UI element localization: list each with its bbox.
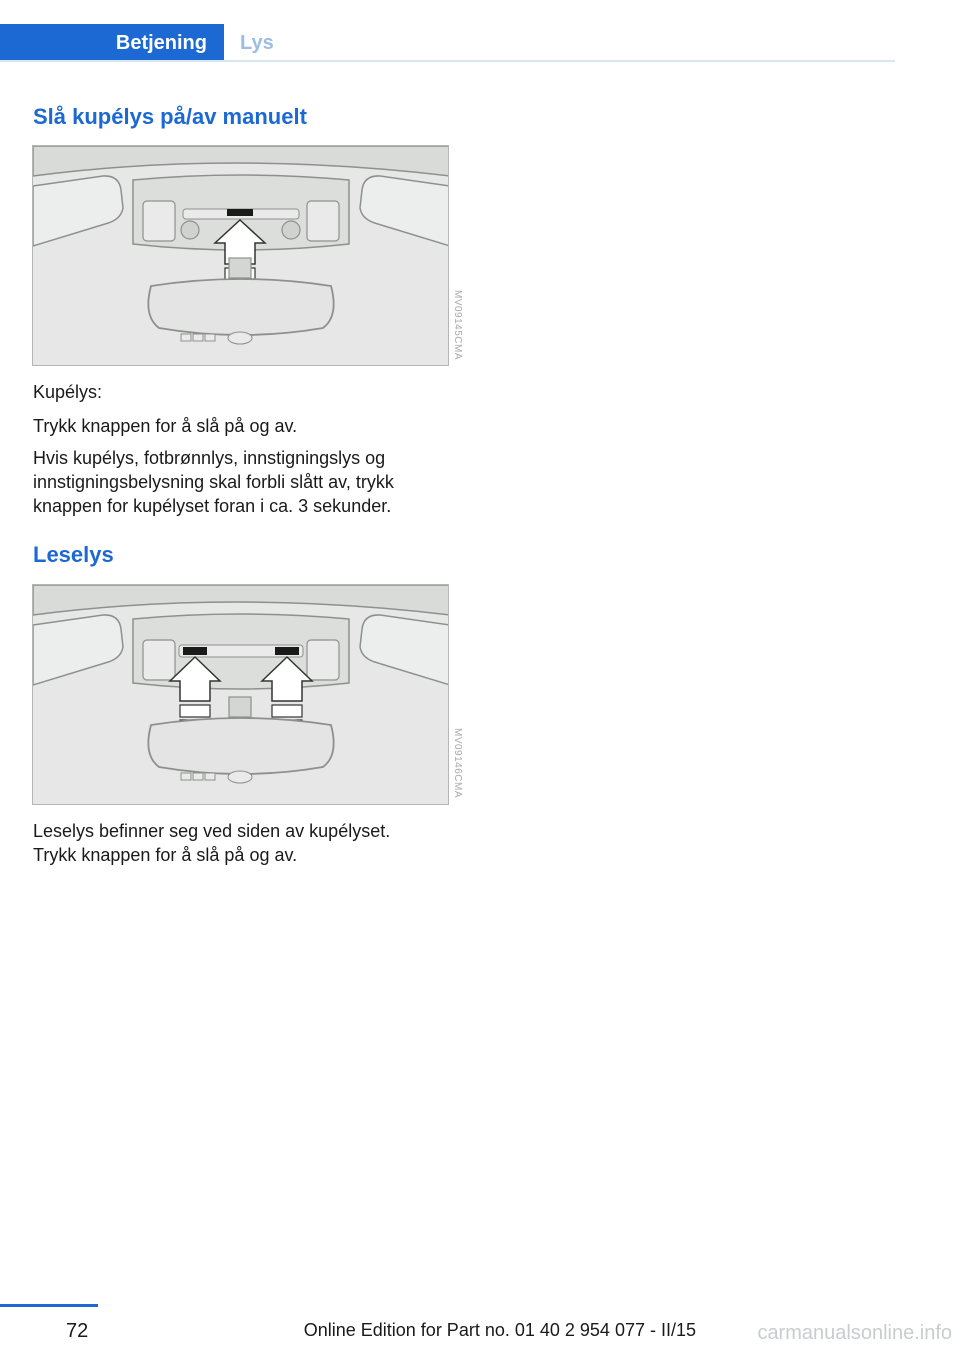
paragraph-1: Trykk knappen for å slå på og av. <box>33 416 298 436</box>
figure-reading-lights <box>32 584 449 805</box>
paragraph-3: Leselys befinner seg ved siden av kupélyset. <box>33 821 391 841</box>
reading-light-left-button <box>183 647 207 655</box>
paragraph-2: Hvis kupélys, fotbrønnlys, innstigningslys og innstigningsbelysning skal forbli slått av, trykk knappen for kupélyset foran i ca. 3 sekunder. <box>33 448 394 516</box>
footer-rule <box>0 1304 98 1307</box>
figure-code-2: MV09146CMA <box>452 728 463 799</box>
section-heading-leselys: Leselys <box>33 542 114 567</box>
edition-text: Online Edition for Part no. 01 40 2 954 077 - II/15 <box>303 1320 696 1340</box>
watermark-text: carmanualsonline.info <box>757 1322 952 1344</box>
reading-light-right-button <box>275 647 299 655</box>
figure-interior-light <box>32 145 449 366</box>
page-number: 72 <box>66 1320 89 1342</box>
reading-lights-illustration <box>33 585 449 805</box>
paragraph-4: Trykk knappen for å slå på og av. <box>33 845 298 865</box>
tab-lys[interactable]: Lys <box>240 32 274 54</box>
header-rule <box>0 60 895 62</box>
label-kupelys: Kupélys: <box>33 382 103 402</box>
tab-betjening[interactable]: Betjening <box>0 24 224 62</box>
header-bar <box>0 0 895 62</box>
section-heading-kupelys: Slå kupélys på/av manuelt <box>33 104 307 129</box>
interior-light-button <box>227 209 253 216</box>
figure-code-1: MV09145CMA <box>452 290 463 361</box>
interior-light-illustration <box>33 146 449 366</box>
